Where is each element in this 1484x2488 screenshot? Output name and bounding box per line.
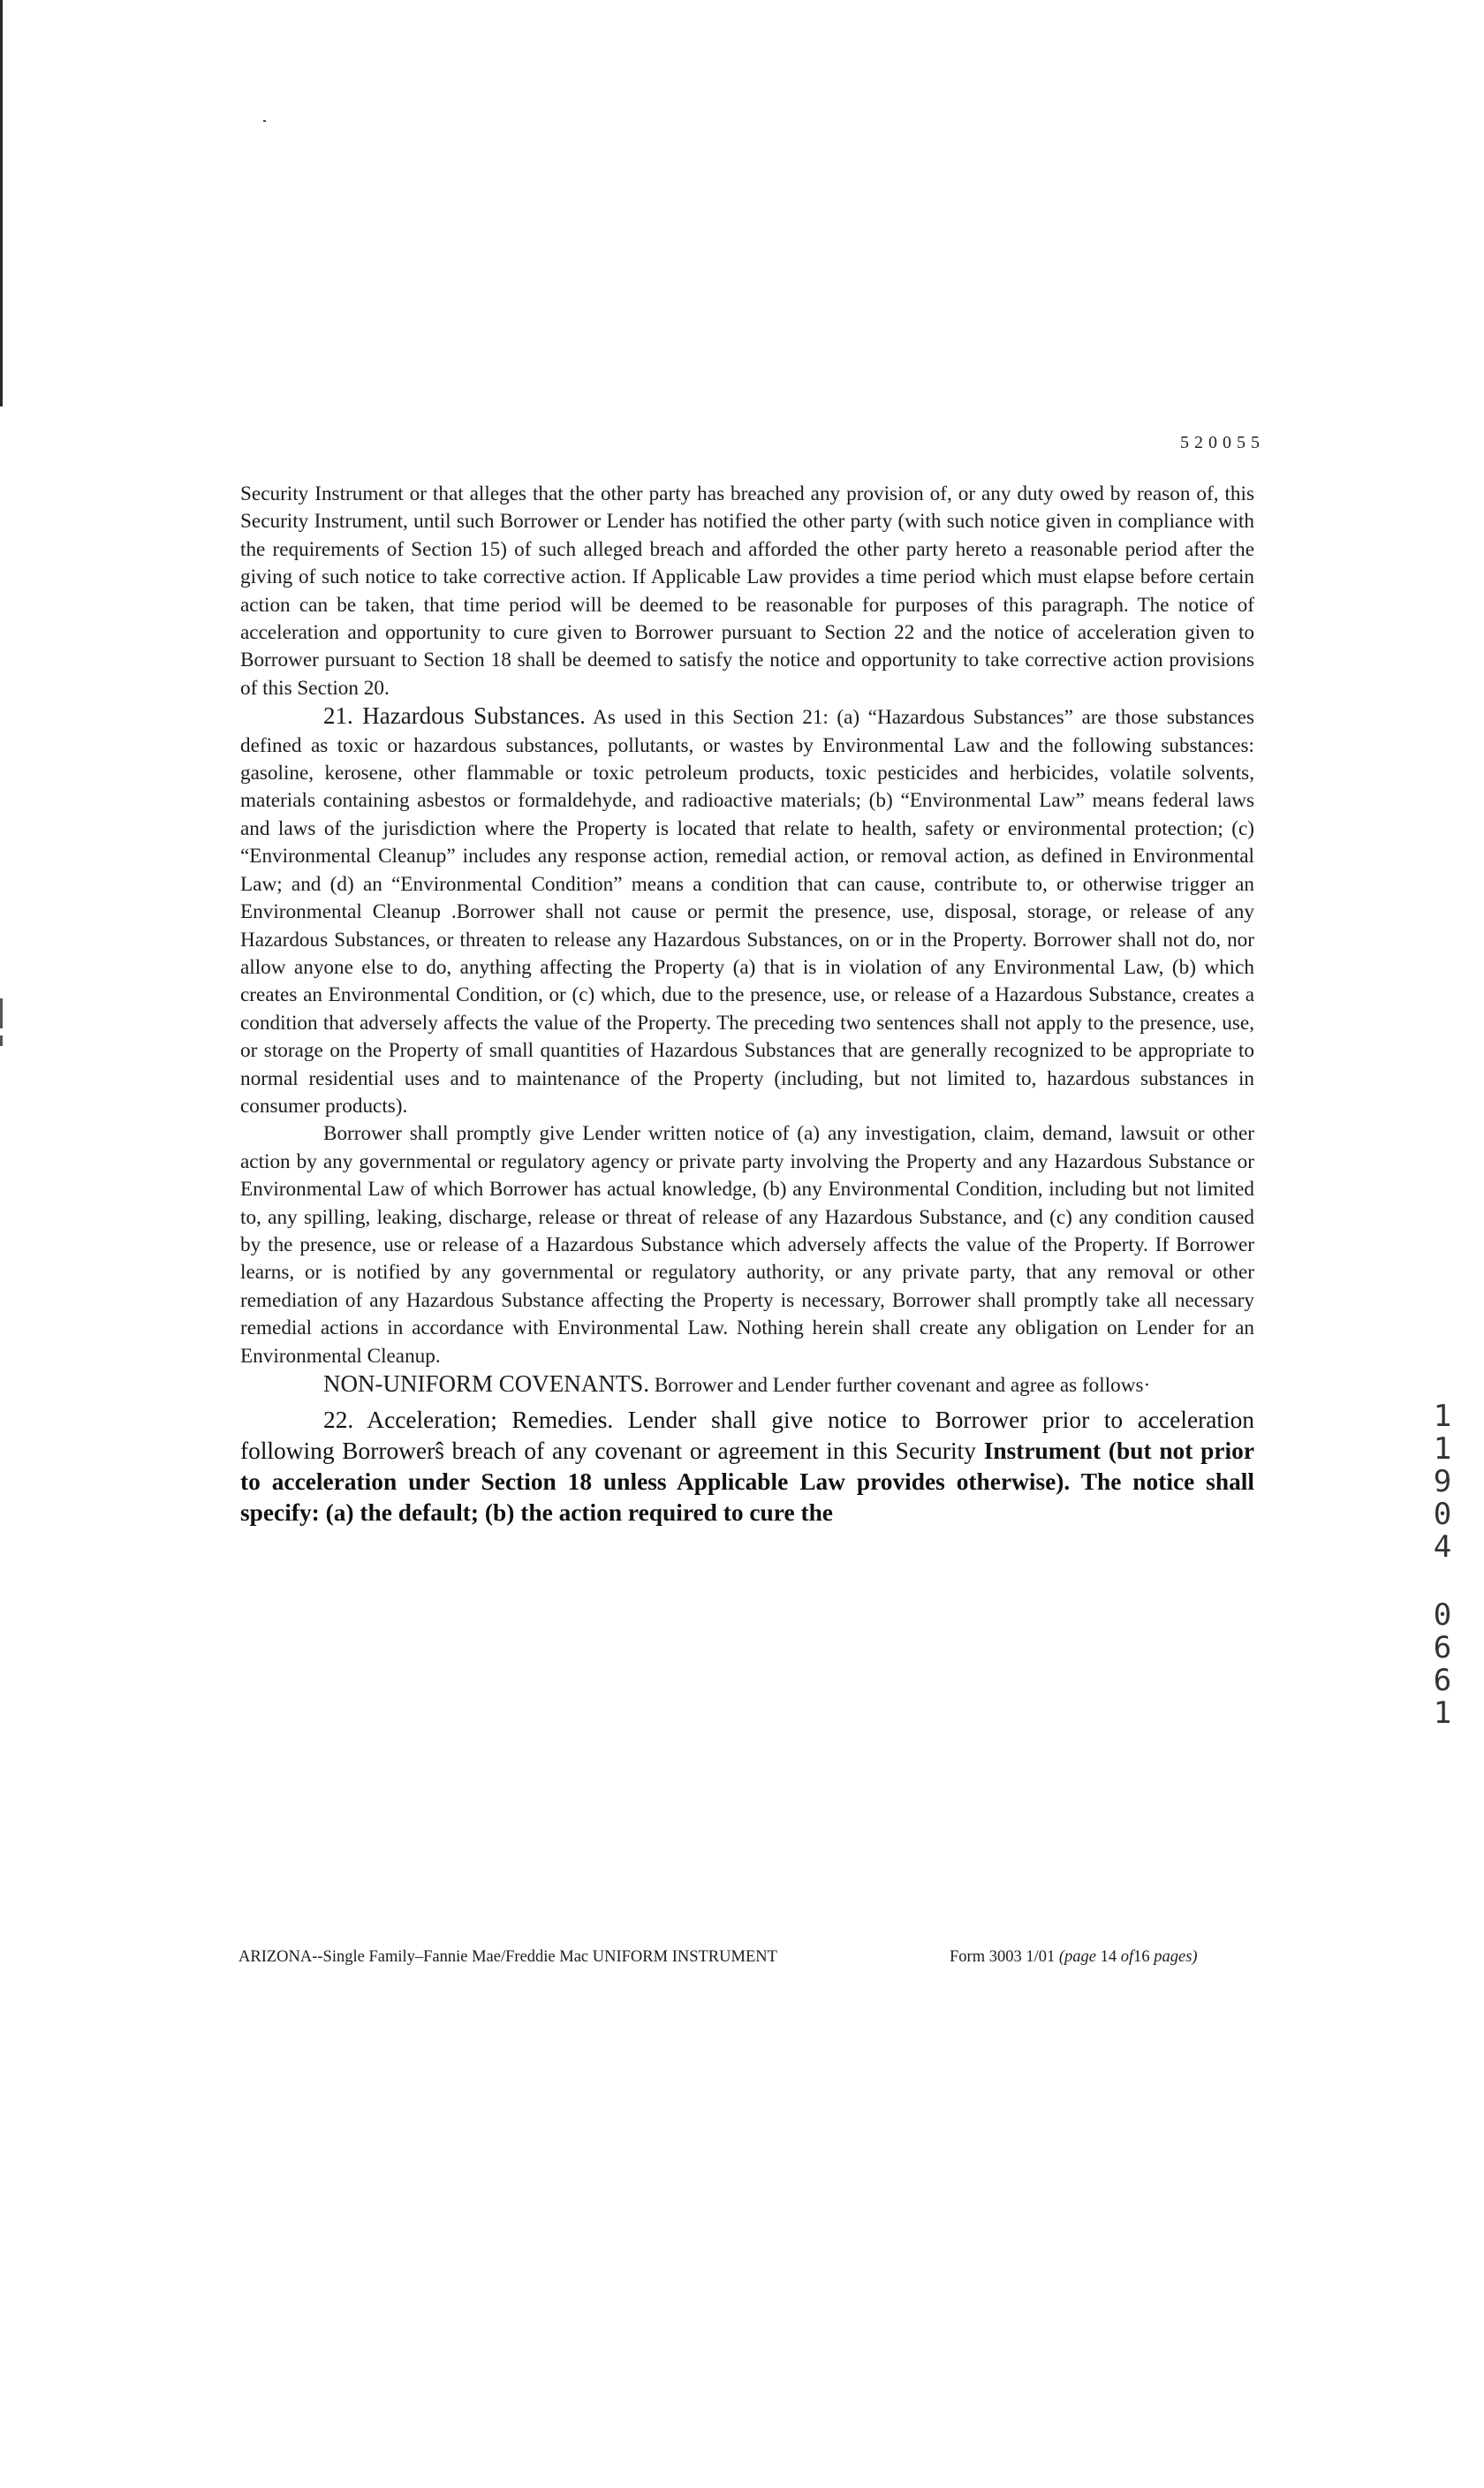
footer-form-number: Form 3003 1/01 — [950, 1948, 1059, 1966]
scan-edge-tick — [0, 998, 3, 1028]
stamp-digit: 1 — [1433, 1695, 1452, 1731]
section-22-part2: Instrument (but not prior to acceleration under Section 18 unless Applicable Law provides otherwise). The notice shall specify: (a) the default; (b) the action required to cure the — [240, 1437, 1254, 1527]
footer-total-pages: 16 — [1133, 1948, 1150, 1966]
scan-edge-tick — [0, 1035, 3, 1046]
section-22-part1: 22. Acceleration; Remedies. Lender shall give notice to Borrower prior to acceleration following Borrowerŝ breach of any covenant or agreement in this Security — [240, 1407, 1254, 1465]
stamp-digit: 1 — [1433, 1399, 1452, 1434]
scan-speck — [263, 120, 266, 122]
stamp-digit: 1 — [1433, 1431, 1452, 1467]
section-21-body: As used in this Section 21: (a) “Hazardous Substances” are those substances defined as toxic or hazardous substances, pollutants, or wastes by Environmental Law and the following substances: gasoline, kerosene, other flammable or toxic petroleum products, toxic pesticides and herbicides, volatile solvents, materials containing asbestos or formaldehyde, and radioactive materials; (b) “Environmental Law” means federal laws and laws of the jurisdiction where the Property is located that relate to health, safety or environmental protection; (c) “Environmental Cleanup” includes any response action, remedial action, or removal action, as defined in Environmental Law; and (d) an “Environmental Condition” means a condition that can cause, contribute to, or otherwise trigger an Environmental Cleanup .Borrower shall not cause or permit the presence, use, disposal, storage, or release of any Hazardous Substances, or threaten to release any Hazardous Substances, on or in the Property. Borrower shall not do, nor allow anyone else to do, anything affecting the Property (a) that is in violation of any Environmental Law, (b) which creates an Environmental Condition, or (c) which, due to the presence, use, or release of a Hazardous Substance, creates a condition that adversely affects the value of the Property. The preceding two sentences shall not apply to the presence, use, or storage on the Property of small quantities of Hazardous Substances that are generally recognized to be appropriate to normal residential uses and to maintenance of the Property (including, but not limited to, hazardous substances in consumer products). — [240, 706, 1255, 1118]
stamp-digit: 0 — [1433, 1497, 1452, 1532]
footer-of-label: of — [1120, 1948, 1134, 1966]
stamp-gap — [1429, 1564, 1456, 1599]
stamp-digit: 0 — [1433, 1597, 1452, 1633]
stamp-digit: 4 — [1433, 1529, 1452, 1565]
paragraph-borrower-notice: Borrower shall promptly give Lender written notice of (a) any investigation, claim, demand, lawsuit or other action by any governmental or regulatory agency or private party involving the Property and any Hazardous Substance or Environmental Law of which Borrower has actual knowledge, (b) any Environmental Condition, including but not limited to, any spilling, leaking, discharge, release or threat of release of any Hazardous Substance, and (c) any condition caused by the presence, use or release of a Hazardous Substance which adversely affects the value of the Property. If Borrower learns, or is notified by any governmental or regulatory authority, or any private party, that any removal or other remediation of any Hazardous Substance affecting the Property is necessary, Borrower shall promptly take all necessary remedial actions in accordance with Environmental Law. Nothing herein shall create any obligation on Lender for an Environmental Cleanup. — [240, 1122, 1254, 1368]
section-21-heading: 21. Hazardous Substances. — [323, 702, 586, 730]
paragraph-section-22 — [240, 1405, 1254, 1528]
footer-pages-label: pages) — [1154, 1948, 1198, 1966]
document-body — [240, 481, 1254, 1528]
stamp-digit: 6 — [1433, 1630, 1452, 1665]
paragraph-section-21 — [240, 702, 1254, 1120]
stamp-digit: 6 — [1433, 1663, 1452, 1698]
footer-form-info — [950, 1948, 1198, 1967]
non-uniform-covenants-heading: NON-UNIFORM COVENANTS. — [323, 1370, 650, 1397]
footer-page-label: (page — [1058, 1948, 1096, 1966]
document-number: 520055 — [1180, 433, 1265, 452]
side-recording-stamp — [1429, 1400, 1456, 1730]
paragraph-section-20-continuation: Security Instrument or that alleges that the other party has breached any provision of, or any duty owed by reason of, this Security Instrument, until such Borrower or Lender has notified the other party (with such notice given in compliance with the requirements of Section 15) of such alleged breach and afforded the other party hereto a reasonable period after the giving of such notice to take corrective action. If Applicable Law provides a time period which must elapse before certain action can be taken, that time period will be deemed to be reasonable for purposes of this paragraph. The notice of acceleration and opportunity to cure given to Borrower pursuant to Section 22 and the notice of acceleration given to Borrower pursuant to Section 18 shall be deemed to satisfy the notice and opportunity to take corrective action provisions of this Section 20. — [240, 482, 1254, 700]
scan-edge-line — [0, 0, 3, 406]
stamp-digit: 9 — [1433, 1464, 1452, 1499]
non-uniform-covenants-body: Borrower and Lender further covenant and agree as follows· — [649, 1374, 1151, 1397]
footer-page-number: 14 — [1100, 1948, 1117, 1966]
footer-instrument-title: ARIZONA--Single Family–Fannie Mae/Freddie Mac UNIFORM INSTRUMENT — [238, 1948, 777, 1966]
paragraph-non-uniform-covenants — [240, 1370, 1254, 1400]
